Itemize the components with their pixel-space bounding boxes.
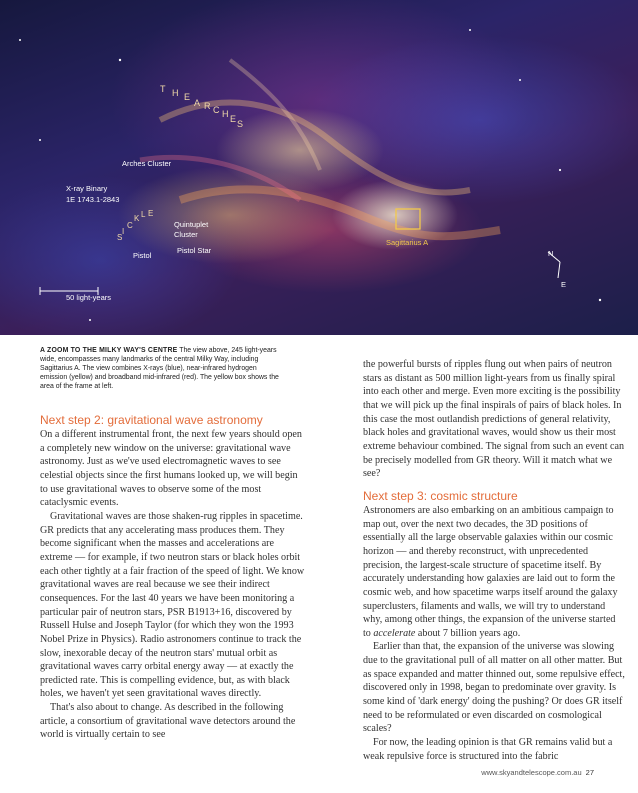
pistol-star-label: Pistol Star	[177, 246, 212, 255]
paragraph: Gravitational waves are those shaken-rug ripples in spacetime. GR predicts that any accelerating mass produces them. They become significant when the masses and accelerations are extreme — for example, if two neutron stars or black holes orbit each other tightly at a fair fraction of the speed of light. We know gravitational waves are real because we see their indirect consequences. For the last 40 years we have been monitoring a particular pair of neutron stars, PSR B1913+16, discovered by Russell Hulse and Joseph Taylor (for which they won the 1993 Nobel Prize in Physics). Radio astronomers continue to track the slow, inexorable decay of the neutron stars' mutual orbit as gravitational waves carry orbital energy away — at exactly the predicted rate. This is compelling evidence, but, as with black holes, we haven't yet seen gravitational waves directly.	[40, 510, 305, 700]
compass-east-label: E	[561, 280, 567, 289]
section-heading-cosmic-structure: Next step 3: cosmic structure	[363, 488, 518, 503]
arches-letter: T	[160, 84, 167, 94]
page-footer	[481, 768, 594, 777]
paragraph: For now, the leading opinion is that GR remains valid but a weak repulsive force is structured into the fabric	[363, 737, 613, 762]
quintuplet-label: Quintuplet	[174, 220, 209, 229]
caption-lead: A ZOOM TO THE MILKY WAY'S CENTRE	[40, 347, 178, 354]
arches-letter: H	[172, 88, 180, 98]
sickle-letter: E	[148, 209, 155, 218]
sickle-letter: S	[117, 233, 124, 242]
footer-url: www.skyandtelescope.com.au	[481, 768, 582, 777]
compass-north-label: N	[548, 249, 554, 258]
arches-letter: E	[230, 114, 238, 124]
arches-letter: S	[237, 119, 245, 129]
image-caption	[40, 346, 285, 391]
sagittarius-label: Sagittarius A	[386, 238, 429, 247]
caption-text: The view above, 245 light-years wide, encompasses many landmarks of the central Milky Way, including Sagittarius A. The view combines X-rays (blue), near-infrared hydrogen emission (yellow) and broadband mid-infrared (red). The yellow box shows the area of the frame at left.	[40, 347, 279, 390]
scale-label: 50 light-years	[66, 293, 112, 302]
arches-letter: H	[222, 109, 230, 119]
paragraph: Astronomers are also embarking on an ambitious campaign to map out, over the next two decades, the 3D positions of essentially all the large observable galaxies within our cosmic horizon — and thereby reconstruct, with unprecedented precision, the largest-scale structure of spacetime itself. By accurately understanding how galaxies are laid out to form the cosmic web, and how spacetime warps itself around the galaxy superclusters, filaments and walls, we will try to understand why, among other things, the expansion of the universe started to accelerate about 7 billion years ago.	[363, 504, 618, 639]
xray-binary-id-label: 1E 1743.1-2843	[66, 195, 120, 204]
milky-way-centre-image	[0, 0, 638, 335]
arches-letter: C	[213, 105, 221, 115]
quintuplet-cluster-label: Cluster	[174, 230, 198, 239]
paragraph: That's also about to change. As described in the following article, a consortium of gravitational wave detectors around the world is virtually certain to see	[40, 702, 296, 741]
italic-word: accelerate	[373, 627, 416, 639]
arches-letter: E	[184, 92, 192, 102]
pistol-label: Pistol	[133, 251, 152, 260]
section-heading-gravitational-waves: Next step 2: gravitational wave astronomy	[40, 413, 263, 427]
page-number: 27	[585, 768, 594, 777]
arches-letter: A	[194, 98, 202, 108]
nebula-filaments	[0, 0, 638, 335]
paragraph: Earlier than that, the expansion of the universe was slowing due to the gravitational pull of all matter on all other matter. But as space expanded and matter thinned out, some repulsive effect, discovered only in 1998, began to predominate over gravity. Is some kind of 'dark energy' doing the pushing? Or does GR itself need to be reformulated or even discarded on cosmological scales?	[363, 641, 625, 735]
sickle-letter: L	[141, 210, 147, 219]
article-column-right	[363, 358, 625, 763]
arches-letter: R	[204, 101, 212, 111]
paragraph: On a different instrumental front, the next few years should open a completely new window on the universe: gravitational wave astronomy. Just as we've used electromagnetic waves to see celestial objects since the first humans looked up, we will begin to use gravitational waves to observe some of the most cataclysmic events.	[40, 429, 302, 509]
arches-cluster-label: Arches Cluster	[122, 159, 172, 168]
sickle-letter: I	[122, 227, 126, 236]
article-column-left	[40, 413, 305, 742]
sickle-letter: C	[127, 221, 134, 230]
xray-binary-label: X-ray Binary	[66, 184, 108, 193]
paragraph: the powerful bursts of ripples flung out when pairs of neutron stars as distant as 500 million light-years from us finally spiral into each other and merge. Even more exciting is the possibility that we will pick up the final inspirals of pairs of black holes. In this case the most outlandish predictions of general relativity, black holes and gravitational waves, would show us their most extreme behaviour combined. The signal from such an event can be precisely modelled from GR theory. Will it match what we see?	[363, 359, 625, 480]
compass-east-line	[558, 262, 560, 278]
sickle-letter: K	[134, 214, 141, 223]
